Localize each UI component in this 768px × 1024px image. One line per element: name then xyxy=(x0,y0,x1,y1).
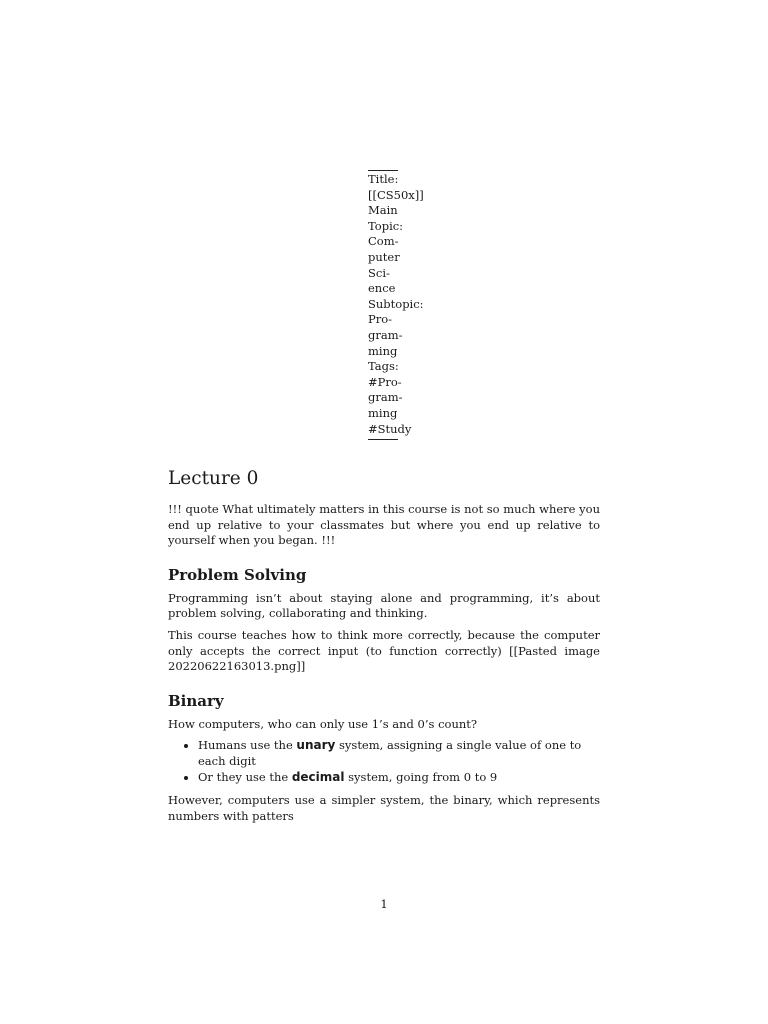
metadata-line: Com- xyxy=(368,234,399,249)
metadata-lines xyxy=(368,171,428,439)
metadata-line: Tags: xyxy=(368,359,399,374)
binary-closing: However, computers use a simpler system, the binary, which represents numbers with patters xyxy=(168,793,600,823)
metadata-line: ming xyxy=(368,343,398,358)
metadata-bottom-rule xyxy=(368,439,398,440)
list-item xyxy=(198,770,600,786)
bullet-emphasis: unary xyxy=(296,738,336,753)
problem-solving-paragraph: This course teaches how to think more correctly, because the computer only accepts the correct input (to function correctly) [[Pasted image 20220622163013.png]] xyxy=(168,627,600,674)
metadata-line: Sci- xyxy=(368,265,390,280)
metadata-line: ence xyxy=(368,281,396,296)
metadata-line: Title: xyxy=(368,172,399,186)
metadata-line: Subtopic: xyxy=(368,296,424,311)
document-body xyxy=(168,466,600,830)
metadata-line: puter xyxy=(368,249,400,264)
bullet-text-before: Humans use the xyxy=(198,738,297,753)
list-item xyxy=(198,738,600,769)
binary-intro: How computers, who can only use 1’s and 0’s count? xyxy=(168,716,478,731)
binary-list xyxy=(168,738,600,785)
lecture-title: Lecture 0 xyxy=(168,468,259,489)
bullet-emphasis: decimal xyxy=(291,769,345,784)
metadata-line: Topic: xyxy=(368,218,404,233)
bullet-text-after: system, going from 0 to 9 xyxy=(344,769,498,784)
problem-solving-paragraph: Programming isn’t about staying alone and programming, it’s about problem solving, collaborating and thinking. xyxy=(168,590,600,621)
bullet-text-before: Or they use the xyxy=(198,769,292,784)
binary-heading: Binary xyxy=(168,691,224,710)
metadata-line: #Study xyxy=(368,421,412,436)
metadata-line: gram- xyxy=(368,390,403,405)
metadata-line: #Pro- xyxy=(368,374,402,389)
metadata-line: ming xyxy=(368,405,398,420)
metadata-line: gram- xyxy=(368,327,403,342)
metadata-table xyxy=(368,170,428,440)
page-number: 1 xyxy=(380,897,388,911)
problem-solving-heading: Problem Solving xyxy=(168,565,307,584)
lecture-quote: !!! quote What ultimately matters in this course is not so much where you end up relative to your classmates but where you end up relative to yourself when you began. !!! xyxy=(168,502,600,548)
metadata-line: Pro- xyxy=(368,312,393,327)
bullet-text-after: system, assigning a single value of one to each digit xyxy=(198,738,582,768)
metadata-line: [[CS50x]] xyxy=(368,187,424,202)
metadata-line: Main xyxy=(368,203,398,218)
